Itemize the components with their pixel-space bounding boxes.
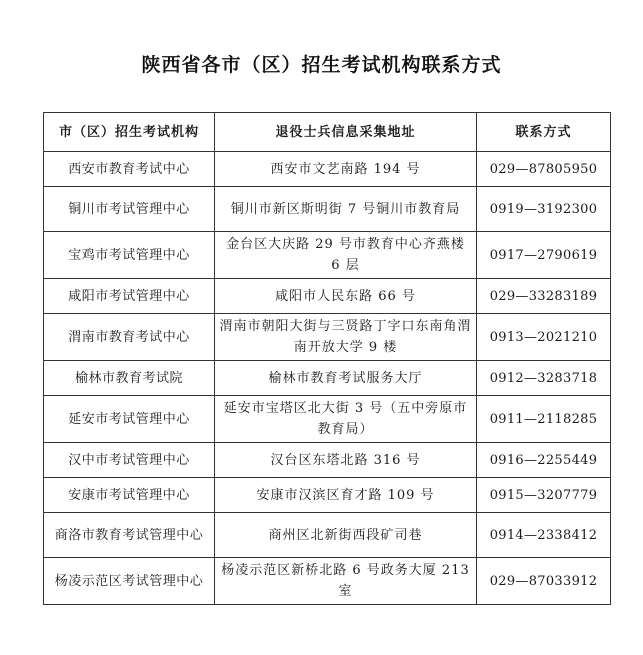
org-cell: 渭南市教育考试中心 — [44, 314, 215, 361]
address-cell: 渭南市朝阳大街与三贤路丁字口东南角渭南开放大学 9 楼 — [215, 314, 477, 361]
address-cell: 汉台区东塔北路 316 号 — [215, 443, 477, 478]
table-row — [44, 361, 611, 396]
phone-cell: 0916—2255449 — [477, 443, 611, 478]
table-row — [44, 314, 611, 361]
address-cell: 西安市文艺南路 194 号 — [215, 152, 477, 187]
org-cell: 商洛市教育考试管理中心 — [44, 513, 215, 558]
table-row — [44, 513, 611, 558]
org-cell: 杨凌示范区考试管理中心 — [44, 558, 215, 605]
table-row — [44, 152, 611, 187]
table-row — [44, 558, 611, 605]
org-cell: 安康市考试管理中心 — [44, 478, 215, 513]
contacts-table — [43, 112, 611, 605]
header-org: 市（区）招生考试机构 — [44, 113, 215, 152]
address-cell: 商州区北新街西段矿司巷 — [215, 513, 477, 558]
phone-cell: 029—87805950 — [477, 152, 611, 187]
table-row — [44, 396, 611, 443]
address-cell: 延安市宝塔区北大街 3 号（五中旁原市教育局） — [215, 396, 477, 443]
phone-cell: 0914—2338412 — [477, 513, 611, 558]
org-cell: 延安市考试管理中心 — [44, 396, 215, 443]
phone-cell: 0919—3192300 — [477, 187, 611, 232]
phone-cell: 0912—3283718 — [477, 361, 611, 396]
phone-cell: 0913—2021210 — [477, 314, 611, 361]
phone-cell: 0911—2118285 — [477, 396, 611, 443]
org-cell: 榆林市教育考试院 — [44, 361, 215, 396]
table-row — [44, 443, 611, 478]
address-cell: 杨凌示范区新桥北路 6 号政务大厦 213 室 — [215, 558, 477, 605]
address-cell: 榆林市教育考试服务大厅 — [215, 361, 477, 396]
address-cell: 安康市汉滨区育才路 109 号 — [215, 478, 477, 513]
table-header-row — [44, 113, 611, 152]
header-phone: 联系方式 — [477, 113, 611, 152]
table-row — [44, 478, 611, 513]
table-row — [44, 279, 611, 314]
phone-cell: 0917—2790619 — [477, 232, 611, 279]
phone-cell: 029—87033912 — [477, 558, 611, 605]
org-cell: 宝鸡市考试管理中心 — [44, 232, 215, 279]
org-cell: 咸阳市考试管理中心 — [44, 279, 215, 314]
table-row — [44, 187, 611, 232]
table-row — [44, 232, 611, 279]
phone-cell: 029—33283189 — [477, 279, 611, 314]
org-cell: 铜川市考试管理中心 — [44, 187, 215, 232]
page-title: 陕西省各市（区）招生考试机构联系方式 — [141, 54, 502, 76]
phone-cell: 0915—3207779 — [477, 478, 611, 513]
header-address: 退役士兵信息采集地址 — [215, 113, 477, 152]
address-cell: 咸阳市人民东路 66 号 — [215, 279, 477, 314]
org-cell: 西安市教育考试中心 — [44, 152, 215, 187]
org-cell: 汉中市考试管理中心 — [44, 443, 215, 478]
address-cell: 铜川市新区斯明街 7 号铜川市教育局 — [215, 187, 477, 232]
address-cell: 金台区大庆路 29 号市教育中心齐燕楼 6 层 — [215, 232, 477, 279]
